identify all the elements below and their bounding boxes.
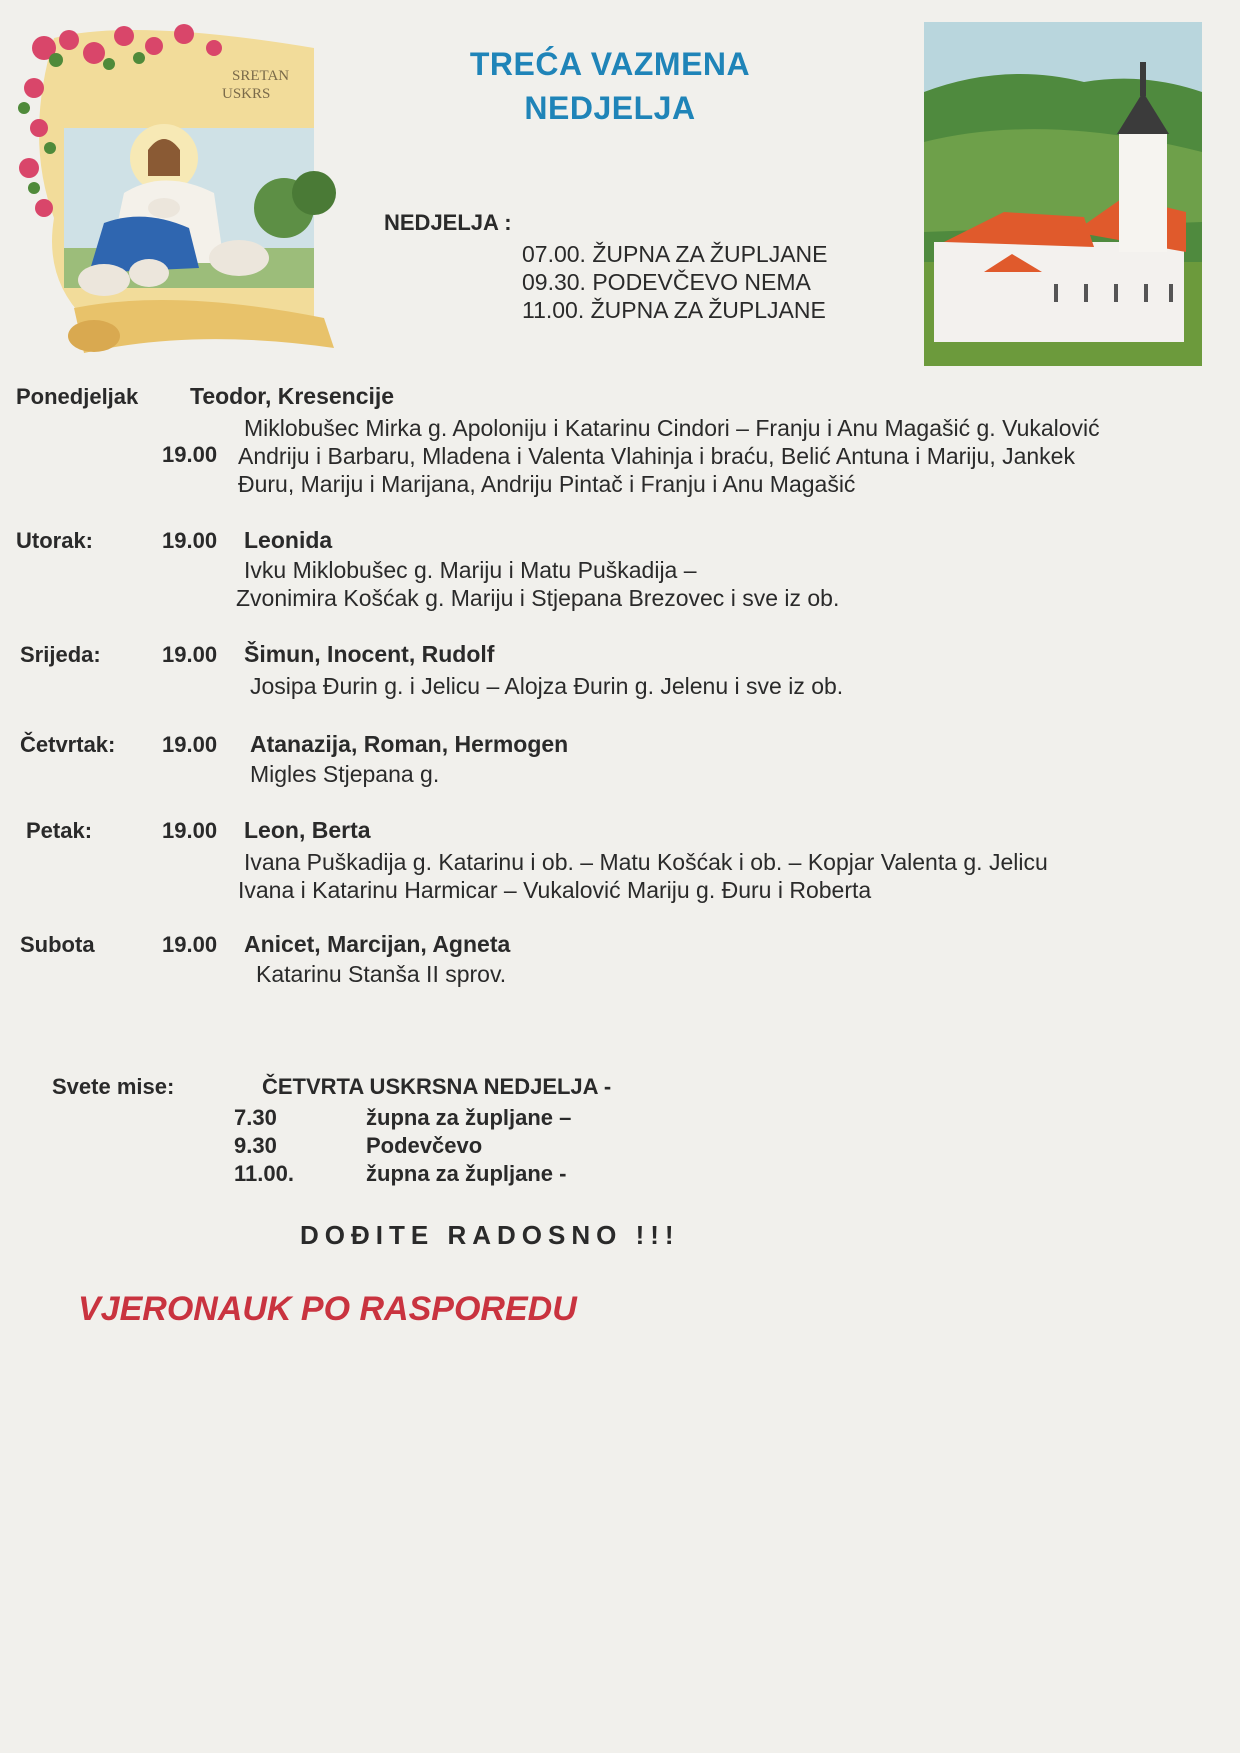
monday-saints: Teodor, Kresencije [190,383,395,409]
monday-time: 19.00 [162,442,218,467]
vjeronauk-notice: VJERONAUK PO RASPOREDU [78,1290,577,1328]
friday-saints: Leon, Berta [244,817,371,843]
church-photo [924,22,1202,366]
monday-day: Ponedjeljak [16,384,139,409]
sunday-mass-2: 09.30. PODEVČEVO NEMA [522,269,811,295]
monday-line-1: Miklobušec Mirka g. Apoloniju i Katarinu Cindori – Franju i Anu Magašić g. Vukalović [244,415,1100,441]
next-mass-1-text: župna za župljane – [366,1105,572,1130]
holy-masses-label: Svete mise: [52,1074,175,1099]
wednesday-time: 19.00 [162,642,218,667]
thursday-line-1: Migles Stjepana g. [250,761,440,787]
saturday-time: 19.00 [162,932,218,957]
page-title-line1: TREĆA VAZMENA [469,46,751,82]
tuesday-line-2: Zvonimira Košćak g. Mariju i Stjepana Brezovec i sve iz ob. [236,585,840,611]
friday-line-2: Ivana i Katarinu Harmicar – Vukalović Mariju g. Đuru i Roberta [238,877,872,903]
next-mass-2-time: 9.30 [234,1133,277,1158]
monday-line-2: Andriju i Barbaru, Mladena i Valenta Vlahinja i braću, Belić Antuna i Mariju, Jankek [238,443,1075,469]
come-joyfully-text: DOĐITE RADOSNO !!! [300,1220,680,1250]
saturday-saints: Anicet, Marcijan, Agneta [244,931,511,957]
next-mass-1-time: 7.30 [234,1105,277,1130]
saturday-day: Subota [20,932,95,957]
tuesday-time: 19.00 [162,528,218,553]
sunday-mass-3: 11.00. ŽUPNA ZA ŽUPLJANE [522,297,826,323]
wednesday-day: Srijeda: [20,642,101,667]
next-sunday-title: ČETVRTA USKRSNA NEDJELJA - [262,1074,612,1099]
tuesday-saints: Leonida [244,527,333,553]
friday-line-1: Ivana Puškadija g. Katarinu i ob. – Matu Košćak i ob. – Kopjar Valenta g. Jelicu [244,849,1048,875]
monday-line-3: Đuru, Mariju i Marijana, Andriju Pintač i Franju i Anu Magašić [238,471,856,497]
saturday-line-1: Katarinu Stanša II sprov. [256,961,507,987]
thursday-day: Četvrtak: [20,732,116,757]
easter-card-image [14,18,350,358]
next-mass-3-time: 11.00. [234,1161,294,1186]
easter-card-text-2: USKRS [222,86,271,102]
sunday-label: NEDJELJA : [384,210,512,235]
tuesday-line-1: Ivku Miklobušec g. Mariju i Matu Puškadija – [244,557,697,583]
wednesday-saints: Šimun, Inocent, Rudolf [244,641,495,667]
sunday-mass-1: 07.00. ŽUPNA ZA ŽUPLJANE [522,241,828,267]
friday-time: 19.00 [162,818,218,843]
easter-card-text-1: SRETAN [232,68,290,84]
next-mass-2-text: Podevčevo [366,1133,483,1158]
thursday-time: 19.00 [162,732,218,757]
wednesday-line-1: Josipa Đurin g. i Jelicu – Alojza Đurin g. Jelenu i sve iz ob. [250,673,844,699]
page-title-line2: NEDJELJA [524,90,696,126]
thursday-saints: Atanazija, Roman, Hermogen [250,731,569,757]
next-mass-3-text: župna za župljane - [366,1161,567,1186]
tuesday-day: Utorak: [16,528,94,553]
friday-day: Petak: [26,818,93,843]
